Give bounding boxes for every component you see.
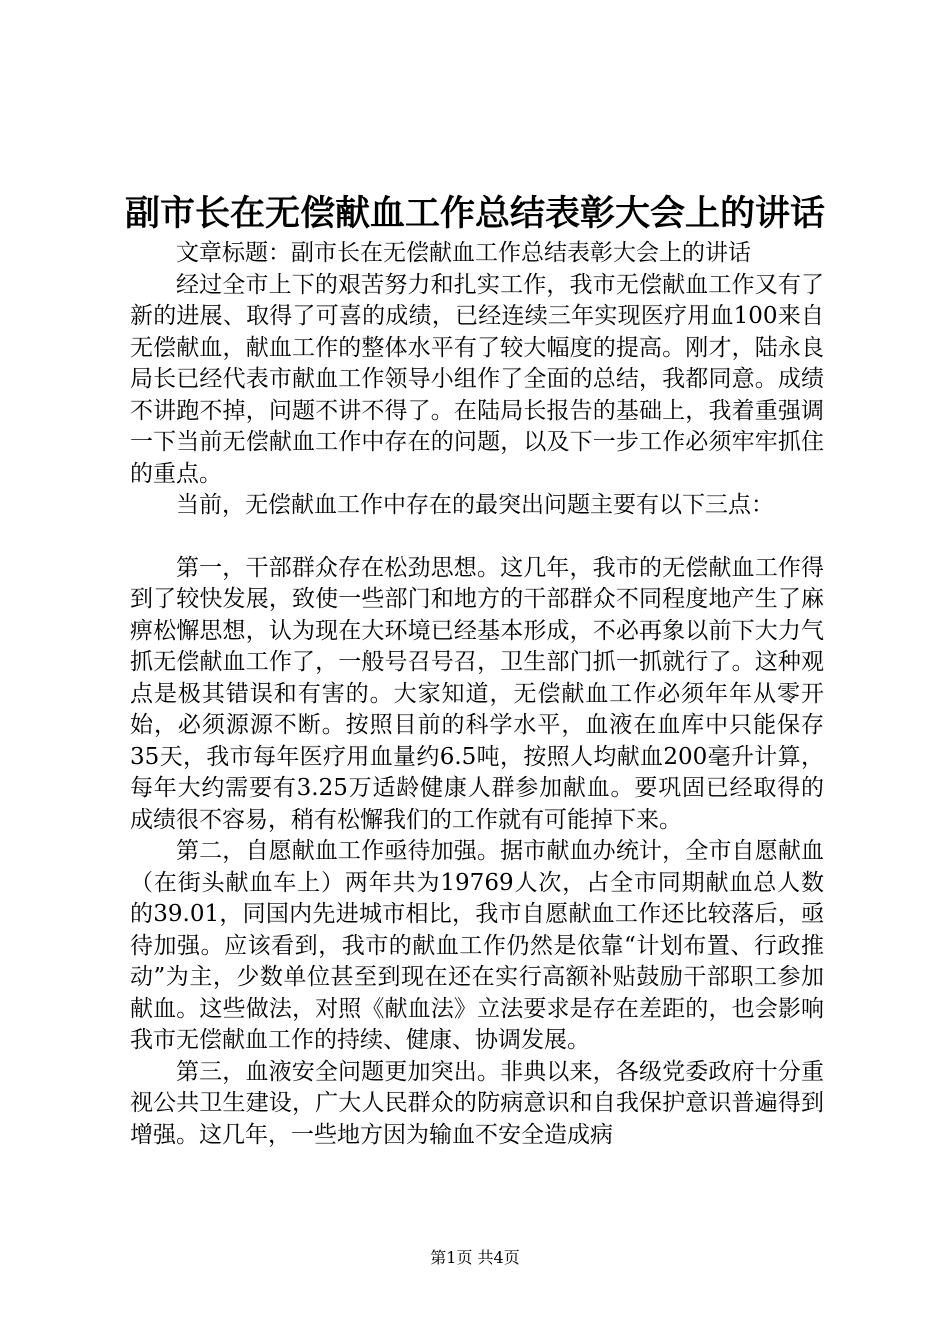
paragraph-point-one: 第一，干部群众存在松劲思想。这几年，我市的无偿献血工作得到了较快发展，致使一些部门和地方的干部群众不同程度地产生了麻痹松懈思想，认为现在大环境已经基本形成，不必再象以前下大力气抓无偿献血工作了，一般号召号召，卫生部门抓一抓就行了。这种观点是极其错误和有害的。大家知道，无偿献血工作必须年年从零开始，必须源源不断。按照目前的科学水平，血液在血库中只能保存35天，我市每年医疗用血量约6.5吨，按照人均献血200毫升计算，每年大约需要有3.25万适龄健康人群参加献血。要巩固已经取得的成绩很不容易，稍有松懈我们的工作就有可能掉下来。 (130, 554, 824, 833)
paragraph-problems-lead: 当前，无偿献血工作中存在的最突出问题主要有以下三点： (176, 492, 774, 518)
document-body (130, 238, 824, 1151)
paragraph-article-title: 文章标题：副市长在无偿献血工作总结表彰大会上的讲话 (176, 240, 751, 266)
paragraph-point-two: 第二，自愿献血工作亟待加强。据市献血办统计，全市自愿献血（在街头献血车上）两年共为19769人次，占全市同期献血总人数的39.01，同国内先进城市相比，我市自愿献血工作还比较落后，亟待加强。应该看到，我市的献血工作仍然是依靠“计划布置、行政推动”为主，少数单位甚至到现在还在实行高额补贴鼓励干部职工参加献血。这些做法，对照《献血法》立法要求是存在差距的，也会影响我市无偿献血工作的持续、健康、协调发展。 (130, 838, 824, 1053)
paragraph-intro: 经过全市上下的艰苦努力和扎实工作，我市无偿献血工作又有了新的进展、取得了可喜的成绩，已经连续三年实现医疗用血100来自无偿献血，献血工作的整体水平有了较大幅度的提高。刚才，陆永良局长已经代表市献血工作领导小组作了全面的总结，我都同意。成绩不讲跑不掉，问题不讲不得了。在陆局长报告的基础上，我着重强调一下当前无偿献血工作中存在的问题，以及下一步工作必须牢牢抓住的重点。 (130, 271, 824, 487)
paragraph-point-three: 第三，血液安全问题更加突出。非典以来，各级党委政府十分重视公共卫生建设，广大人民群众的防病意识和自我保护意识普遍得到增强。这几年，一些地方因为输血不安全造成病 (130, 1058, 824, 1148)
page-number-footer: 第1页 共4页 (430, 1248, 520, 1267)
document-title: 副市长在无偿献血工作总结表彰大会上的讲话 (124, 193, 825, 234)
